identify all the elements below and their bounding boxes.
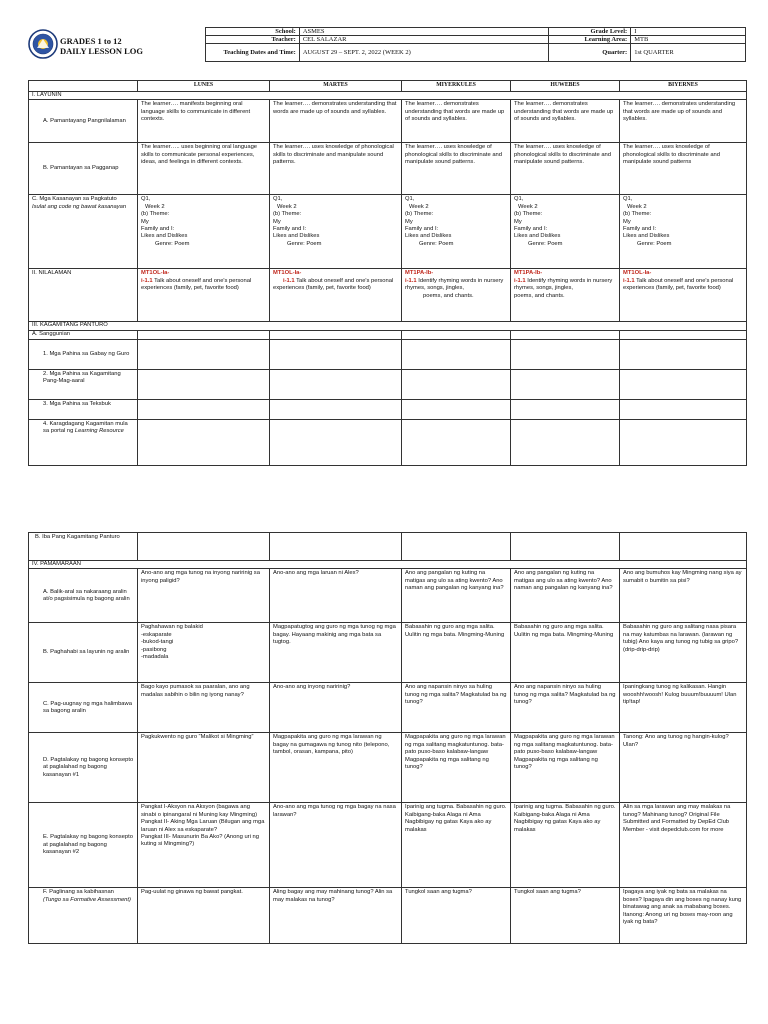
label-sanggunian: A. Sanggunian [29, 330, 138, 339]
cell-nil-miyerkules [402, 269, 511, 322]
kasanayan-title: C. Mga Kasanayan sa Pagkatuto [32, 196, 117, 203]
cell-paglinang-miyerkules: Tungkol saan ang tugma? [402, 888, 511, 944]
day-biyernes: BIYERNES [620, 81, 747, 92]
section-pamamaraan: IV. PAMAMARAAN [29, 561, 747, 569]
cell-balik-huwebes: Ano ang pangalan ng kuting na matigas ang ulo sa ating kwento? Ano naman ang pangalan ng kanyang ina? [511, 569, 620, 623]
quarter-value: 1st QUARTER [631, 44, 746, 62]
cell-pp-lunes: The learner…. manifests beginning oral language skills to communicate in different contexts. [138, 100, 270, 143]
day-lunes: LUNES [138, 81, 270, 92]
teacher-label: Teacher: [206, 36, 300, 44]
nil-code-sub: i-1.1 [405, 277, 417, 284]
label-pamantayan-sa-pagganap: B. Pamantayan sa Pagganap [29, 143, 138, 195]
label-karagdagang-kagamitan [29, 419, 138, 465]
pangkat-item: Pangkat II- Aking Mga Laruan (Bilugan ang mga laruan ni Alex sa eskaparate? [141, 819, 265, 833]
cell-nil-lunes [138, 269, 270, 322]
ks-week: Week 2 [277, 203, 297, 210]
nil-code-sub: i-1.1 [283, 277, 295, 284]
learning-resource-text: Learning Resource [74, 428, 124, 435]
cell-pp-huwebes: The learner…. demonstrates understanding that words are made up of sounds and syllables. [511, 100, 620, 143]
grade-label: Grade Level: [549, 28, 631, 36]
cell-pp-biyernes: The learner…. demonstrates understanding that words are made up of sounds and syllables. [620, 100, 747, 143]
page-gap [0, 500, 768, 522]
cell-pg-huwebes: The learner…. uses knowledge of phonological skills to discriminate and manipulate sound patterns. [511, 143, 620, 195]
row-paglinang [29, 888, 747, 944]
nil-text: Talk about oneself and one's personal experiences (family, pet, favorite food) [623, 277, 734, 292]
nil-code: MT1OL-Ia- [141, 270, 170, 277]
page-1 [0, 0, 768, 500]
cell-paguugnay-biyernes: Ipaningkang tunog ng kalikasan. Hangin wooshh!woosh! Kulog buuum!buuuum! Ulan tip!tap! [620, 683, 747, 733]
nil-text: Identify rhyming words in nursery rhymes, songs, jingles, [405, 277, 504, 292]
ks-week: Week 2 [518, 203, 538, 210]
ks-q: Q1, [623, 196, 633, 203]
dates-value: AUGUST 29 – SEPT. 2, 2022 (WEEK 2) [299, 44, 548, 62]
cell-paglalahad2-miyerkules: Iparinig ang tugma. Babasahin ng guro. Kaibigang-baka Alaga ni Ama Nagbibigay ng gatas Kaya ako ay malakas [402, 803, 511, 888]
cell-paglinang-lunes: Pag-uulat ng ginawa ng bawat pangkat. [138, 888, 270, 944]
section-kagamitang-panturo: III. KAGAMITANG PANTURO [29, 322, 747, 330]
nil-text: Identify rhyming words in nursery rhymes, songs, jingles, [514, 277, 613, 292]
ks-genre: Genre: Poem [637, 240, 672, 247]
ks-genre: Genre: Poem [155, 240, 190, 247]
ks-theme: (b) Theme: [405, 211, 434, 218]
row-balik-aral [29, 569, 747, 623]
cell-balik-biyernes: Ano ang bumuhos kay Mingming nang siya ay sumabit o bumitin sa pisi? [620, 569, 747, 623]
cell-ks-biyernes [620, 195, 747, 269]
label-balik-aral: A. Balik-aral sa nakaraang aralin at/o pagsisimula ng bagong aralin [29, 569, 138, 623]
cell-paghahabi-lunes [138, 623, 270, 683]
ks-family: Family and I: [514, 226, 548, 233]
cell-paglalahad2-biyernes: Alin sa mga larawan ang may malakas na tunog? Mahinang tunog? Original File Submitted and Formatted by DepEd Club Member - visit depedclub.com for more [620, 803, 747, 888]
row-sanggunian [29, 330, 747, 339]
ks-likes: Likes and Dislikes [141, 233, 188, 240]
nil-text: Talk about oneself and one's personal experiences (family, pet, favorite food) [273, 277, 394, 292]
ks-genre: Genre: Poem [287, 240, 322, 247]
vocab-item: -pasibong [141, 646, 167, 653]
cell-paghahabi-biyernes: Babasahin ng guro ang salitang nasa pisara na may katumbas na larawan. (larawan ng tubig) Ano kaya ang tunog ng tubig sa gripo? (drip-drip-drip) [620, 623, 747, 683]
row-paglalahad-1 [29, 733, 747, 803]
row-pamantayang-pangnilalaman [29, 100, 747, 143]
nil-code: MT1PA-Ib- [405, 270, 434, 277]
label-nilalaman: II. NILALAMAN [29, 269, 138, 322]
label-paghahabi: B. Paghahabi sa layunin ng aralin [29, 623, 138, 683]
row-iba-pang-kagamitan [29, 533, 747, 561]
ks-q: Q1, [514, 196, 524, 203]
grade-value: I [631, 28, 746, 36]
cell-pp-miyerkules: The learner…. demonstrates understanding that words are made up of sounds and syllables. [402, 100, 511, 143]
cell-nil-martes [270, 269, 402, 322]
ks-q: Q1, [405, 196, 415, 203]
teacher-value: CEL SALAZAR [299, 36, 548, 44]
ks-week: Week 2 [145, 203, 165, 210]
nil-code: MT1OL-Ia- [623, 270, 652, 277]
cell-paglalahad2-huwebes: Iparinig ang tugma. Babasahin ng guro. Kaibigang-baka Alaga ni Ama Nagbibigay ng gatas Kaya ako ay malakas [511, 803, 620, 888]
ks-theme: (b) Theme: [514, 211, 543, 218]
cell-pg-lunes: The learner….. uses beginning oral language skills to communicate personal experiences, ideas, and feelings in different contexts. [138, 143, 270, 195]
ks-theme: (b) Theme: [623, 211, 652, 218]
nil-code-sub: i-1.1 [514, 277, 526, 284]
ks-week: Week 2 [627, 203, 647, 210]
title-line-1: GRADES 1 to 12 [60, 36, 122, 46]
deped-seal-icon [28, 29, 58, 59]
dates-label: Teaching Dates and Time: [206, 44, 300, 62]
row-pamantayan-sa-pagganap [29, 143, 747, 195]
cell-balik-martes: Ano-ano ang mga laruan ni Alex? [270, 569, 402, 623]
area-value: MTB [631, 36, 746, 44]
ks-genre: Genre: Poem [419, 240, 454, 247]
cell-ks-huwebes [511, 195, 620, 269]
cell-paguugnay-lunes: Bago kayo pumasok sa paaralan, ano ang madalas sabihin o bilin ng iyong nanay? [138, 683, 270, 733]
label-paglalahad-1: D. Pagtalakay ng bagong konsepto at paglalahad ng bagong kasanayan #1 [29, 733, 138, 803]
ks-my: My [405, 218, 413, 225]
label-iba-pang-kagamitan: B. Iba Pang Kagamitang Panturo [29, 533, 138, 561]
nil-text-2: poems, and chants. [423, 292, 474, 299]
paghahabi-title: Paghahawan ng balakid [141, 624, 203, 631]
ks-my: My [141, 218, 149, 225]
vocab-item: -eskaparate [141, 631, 172, 638]
label-kasanayan [29, 195, 138, 269]
ks-my: My [514, 218, 522, 225]
info-table [205, 27, 746, 62]
day-martes: MARTES [270, 81, 402, 92]
nil-text: Talk about oneself and one's personal experiences (family, pet, favorite food) [141, 277, 252, 292]
cell-paglalahad2-lunes [138, 803, 270, 888]
cell-paglinang-biyernes: Ipagaya ang iyak ng bata sa malakas na boses? Ipagaya din ang boses ng nanay kung binatawag ang anak sa mababang boses. Itanong: Anong uri ng boses may-roon ang iyak ng bata? [620, 888, 747, 944]
cell-pg-biyernes: The learner…. uses knowledge of phonological skills to discriminate and manipulate sound patterns [620, 143, 747, 195]
row-paglalahad-2 [29, 803, 747, 888]
label-teksbuk: 3. Mga Pahina sa Teksbuk [29, 399, 138, 419]
row-teksbuk [29, 399, 747, 419]
paglinang-note: (Tungo sa Formative Assessment) [43, 896, 131, 903]
nil-code-sub: i-1.1 [141, 277, 153, 284]
log-title [60, 36, 143, 56]
cell-nil-biyernes [620, 269, 747, 322]
day-huwebes: HUWEBES [511, 81, 620, 92]
day-miyerkules: MIYERKULES [402, 81, 511, 92]
cell-pg-martes: The learner…. uses knowledge of phonological skills to discriminate and manipulate sound patterns. [270, 143, 402, 195]
cell-paghahabi-huwebes: Babasahin ng guro ang mga salita. Uulitin ng mga bata. Mingming-Muning [511, 623, 620, 683]
quarter-label: Quarter: [549, 44, 631, 62]
section-layunin: I. LAYUNIN [29, 92, 747, 100]
title-line-2: DAILY LESSON LOG [60, 46, 143, 56]
label-pamantayang-pangnilalaman: A. Pamantayang Pangnilalaman [29, 100, 138, 143]
label-gabay-guro: 1. Mga Pahina sa Gabay ng Guro [29, 339, 138, 369]
vocab-item: -madadala [141, 654, 169, 661]
cell-nil-huwebes [511, 269, 620, 322]
ks-q: Q1, [273, 196, 283, 203]
ks-theme: (b) Theme: [273, 211, 302, 218]
row-kagamitang-pang-mag-aaral [29, 369, 747, 399]
area-label: Learning Area: [549, 36, 631, 44]
row-nilalaman [29, 269, 747, 322]
vocab-item: -bukod-tangi [141, 639, 174, 646]
cell-paguugnay-huwebes: Ano ang napansin ninyo sa huling tunog ng mga salita? Magkatulad ba ng tunog? [511, 683, 620, 733]
cell-paglinang-huwebes: Tungkol saan ang tugma? [511, 888, 620, 944]
nil-code: MT1OL-Ia- [273, 270, 302, 277]
pangkat-item: Pangkat III- Masunurin Ba Ako? (Anong uri ng kuting si Mingming?) [141, 834, 259, 848]
cell-paguugnay-miyerkules: Ano ang napansin ninyo sa huling tunog ng mga salita? Magkatulad ba ng tunog? [402, 683, 511, 733]
lesson-grid-page-1 [28, 80, 747, 466]
cell-ks-lunes [138, 195, 270, 269]
cell-paglalahad1-biyernes: Tanong: Ano ang tunog ng hangin-kulog? Ulan? [620, 733, 747, 803]
ks-family: Family and I: [405, 226, 439, 233]
ks-genre: Genre: Poem [528, 240, 563, 247]
ks-my: My [273, 218, 281, 225]
ks-likes: Likes and Dislikes [273, 233, 320, 240]
nil-code: MT1PA-Ib- [514, 270, 543, 277]
nil-code-sub: i-1.1 [623, 277, 635, 284]
cell-paglalahad1-huwebes: Magpapakita ang guro ng mga larawan ng mga salitang magkatuntunog. bata-pato puso-baso kalabaw-langaw Magpapakita ng mga salitang ng tunog? [511, 733, 620, 803]
school-value: ASMES [299, 28, 548, 36]
kasanayan-note: Isulat ang code ng bawat kasanayan [32, 203, 127, 210]
cell-balik-lunes: Ano-ano ang mga tunog na inyong naririnig sa inyong paligid? [138, 569, 270, 623]
label-kagamitang-pang-mag-aaral: 2. Mga Pahina sa Kagamitang Pang-Mag-aaral [29, 369, 138, 399]
page-2 [0, 522, 768, 1024]
cell-ks-miyerkules [402, 195, 511, 269]
ks-likes: Likes and Dislikes [405, 233, 452, 240]
corner-cell [29, 81, 138, 92]
karagdagang-text: 4. Karagdagang Kagamitan mula sa portal ng [43, 420, 128, 435]
cell-paglalahad1-martes: Magpapakita ang guro ng mga larawan ng bagay na gumagawa ng tunog nito (telepono, tambol, orasan, kampana, pito) [270, 733, 402, 803]
ks-theme: (b) Theme: [141, 211, 170, 218]
cell-paglalahad1-lunes: Pagkukwento ng guro “Malikot si Mingming” [138, 733, 270, 803]
ks-family: Family and I: [623, 226, 657, 233]
lesson-grid-page-2 [28, 532, 747, 944]
ks-likes: Likes and Dislikes [623, 233, 670, 240]
ks-week: Week 2 [409, 203, 429, 210]
row-karagdagang-kagamitan [29, 419, 747, 465]
cell-paglalahad1-miyerkules: Magpapakita ang guro ng mga larawan ng mga salitang magkatuntunog. bata-pato puso-baso kalabaw-langaw Magpapakita ng mga salitang ng tunog? [402, 733, 511, 803]
school-label: School: [206, 28, 300, 36]
header [28, 27, 746, 72]
label-paglalahad-2: E. Pagtalakay ng bagong konsepto at paglalahad ng bagong kasanayan #2 [29, 803, 138, 888]
day-header-row [29, 81, 747, 92]
cell-paglalahad2-martes: Ano-ano ang mga tunog ng mga bagay na nasa larawan? [270, 803, 402, 888]
row-paguugnay [29, 683, 747, 733]
cell-pp-martes: The learner…. demonstrates understanding that words are made up of sounds and syllables. [270, 100, 402, 143]
ks-family: Family and I: [273, 226, 307, 233]
ks-likes: Likes and Dislikes [514, 233, 561, 240]
label-paglinang [29, 888, 138, 944]
ks-my: My [623, 218, 631, 225]
ks-family: Family and I: [141, 226, 175, 233]
pangkat-item: Pangkat I-Aksyon na Aksyon (bagawa ang sinabi o ipinangaral ni Muning kay Mingming) [141, 804, 258, 818]
cell-ks-martes [270, 195, 402, 269]
cell-balik-miyerkules: Ano ang pangalan ng kuting na matigas ang ulo sa ating kwento? Ano naman ang pangalan ng kanyang ina? [402, 569, 511, 623]
ks-q: Q1, [141, 196, 151, 203]
cell-paglinang-martes: Aling bagay ang may mahinang tunog? Alin sa may malakas na tunog? [270, 888, 402, 944]
nil-text-2: poems, and chants. [514, 292, 565, 299]
row-paghahabi [29, 623, 747, 683]
row-gabay-guro [29, 339, 747, 369]
cell-paghahabi-miyerkules: Babasahin ng guro ang mga salita. Uulitin ng mga bata. Mingming-Muning [402, 623, 511, 683]
label-paguugnay: C. Pag-uugnay ng mga halimbawa sa bagong aralin [29, 683, 138, 733]
paglinang-title: F. Paglinang sa kabihasnan [43, 889, 114, 896]
cell-pg-miyerkules: The learner…. uses knowledge of phonological skills to discriminate and manipulate sound patterns. [402, 143, 511, 195]
cell-paghahabi-martes: Magpapatugtog ang guro ng mga tunog ng mga bagay. Hayaang makinig ang mga bata sa tugtog. [270, 623, 402, 683]
row-kasanayan [29, 195, 747, 269]
cell-paguugnay-martes: Ano-ano ang inyong naririnig? [270, 683, 402, 733]
